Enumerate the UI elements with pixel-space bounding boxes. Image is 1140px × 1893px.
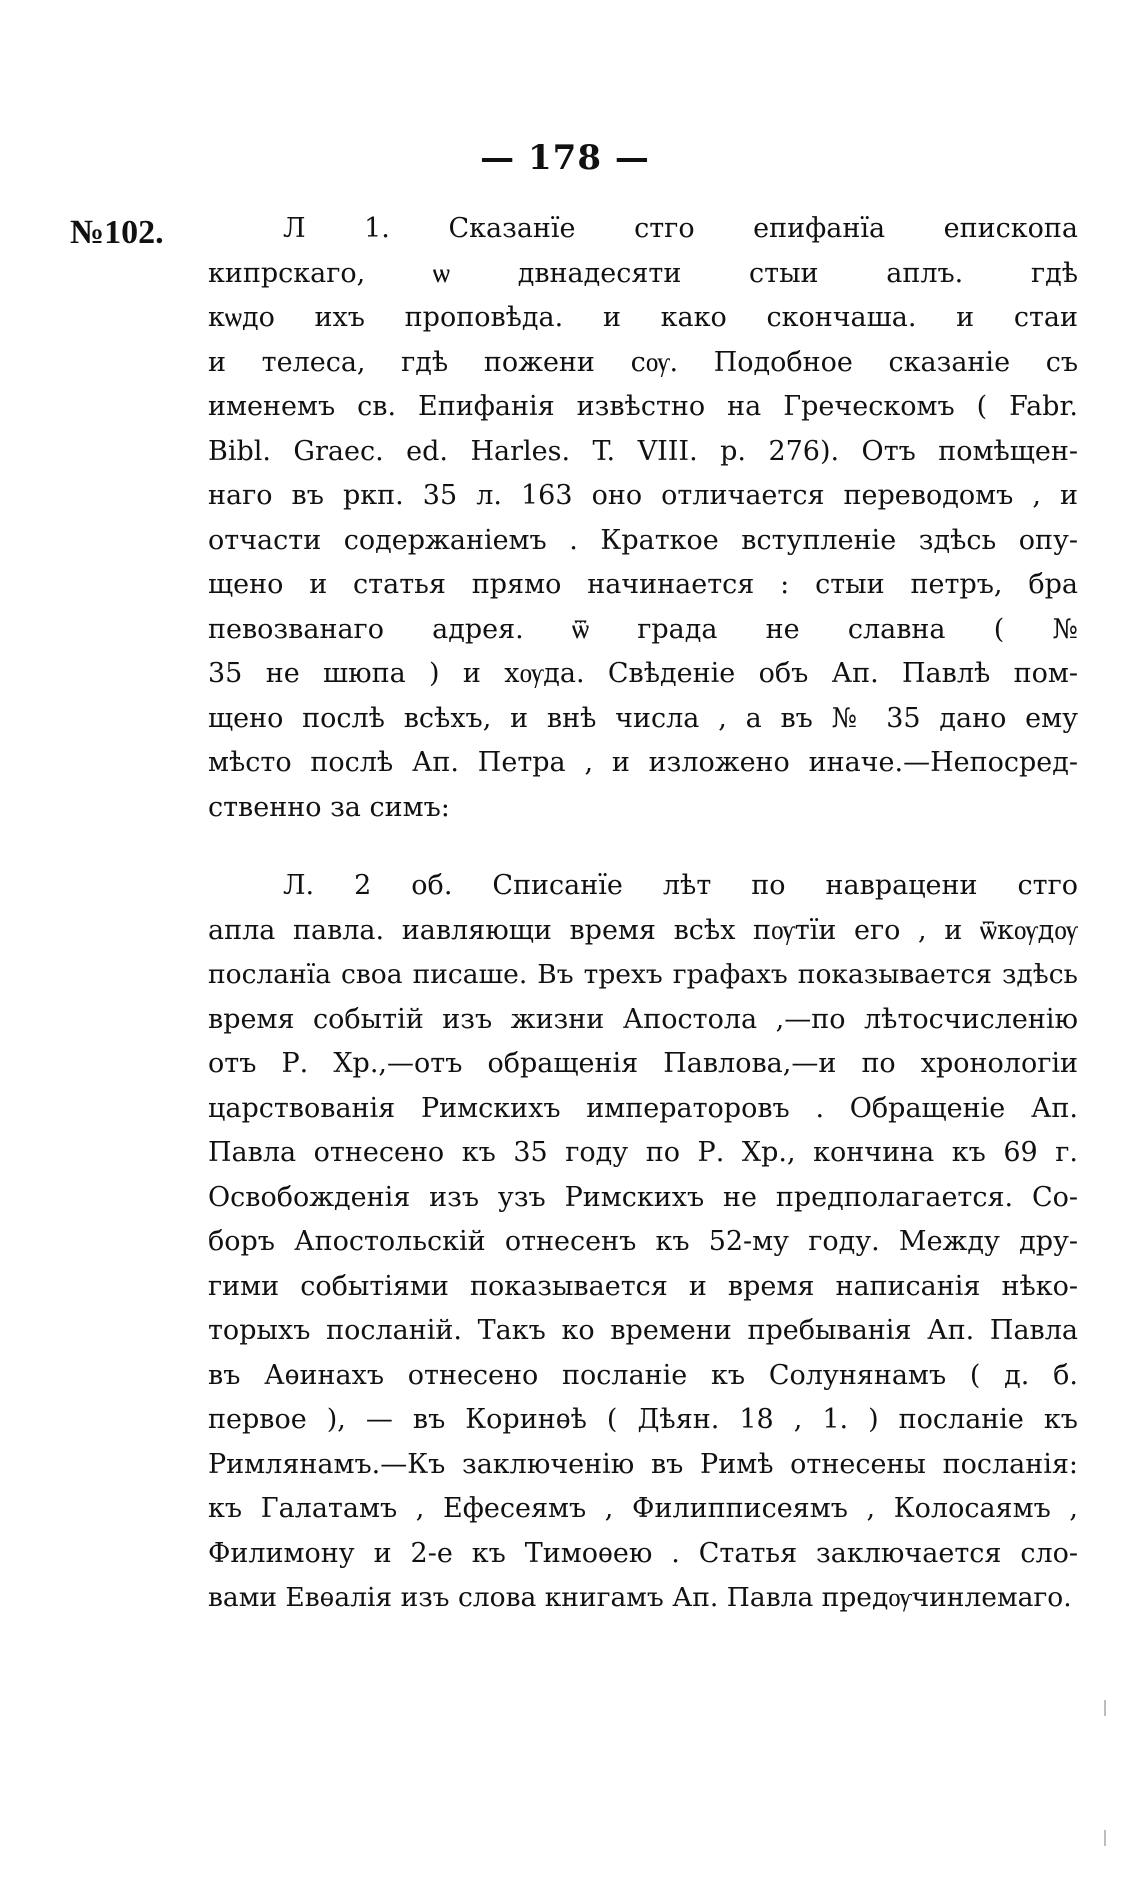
text-line: гими событіями показывается и время написанія нѣко- — [208, 1270, 1078, 1302]
text-line: и телеса, гдѣ пожени сѹ. Подобное сказаніе съ — [208, 346, 1078, 378]
text-line: Филимону и 2-е къ Тимоѳею . Статья заключается сло- — [208, 1537, 1078, 1569]
text-line: отъ Р. Хр.,—отъ обращенія Павлова,—и по хронологіи — [208, 1048, 1078, 1079]
text-line: 35 не шюпа ) и хѹда. Свѣденіе объ Ап. Павлѣ пом- — [208, 658, 1078, 689]
text-line: кѡдо ихъ проповѣда. и како скончаша. и стаи — [208, 302, 1078, 333]
text-line: щено послѣ всѣхъ, и внѣ числа , а въ № 35 дано ему — [208, 702, 1078, 734]
text-line: Bibl. Graec. ed. Harles. T. VIII. p. 276). Отъ помѣщен- — [208, 435, 1078, 467]
text-line: ственно за симъ: — [208, 791, 450, 823]
text-line: Павла отнесено къ 35 году по Р. Хр., кончина къ 69 г. — [208, 1137, 1078, 1168]
text-line: кипрскаго, ѡ двнадесяти стыи аплъ. гдѣ — [208, 257, 1078, 289]
text-line: вами Евѳалія изъ слова книгамъ Ап. Павла предѹчинлемаго. — [208, 1582, 1072, 1613]
entry-number: №102. — [70, 214, 164, 251]
text-line: царствованія Римскихъ императоровъ . Обращеніе Ап. — [208, 1092, 1078, 1124]
entry-description — [208, 207, 1078, 830]
text-line: мѣсто послѣ Ап. Петра , и изложено иначе.—Непосред- — [208, 747, 1078, 778]
page-number: — 178 — — [480, 138, 650, 178]
scan-mark — [1104, 1700, 1106, 1716]
text-line: въ Аѳинахъ отнесено посланіе къ Солунянамъ ( д. б. — [208, 1359, 1078, 1391]
text-line: время событій изъ жизни Апостола ,—по лѣтосчисленію — [208, 1003, 1078, 1035]
text-line: посланїа своа писаше. Въ трехъ графахъ показывается здѣсь — [208, 959, 1078, 990]
text-line: первое ), — въ Коринѳѣ ( Дѣян. 18 , 1. ) посланіе къ — [208, 1404, 1078, 1435]
text-line: Освобожденія изъ узъ Римскихъ не предполагается. Со- — [208, 1181, 1078, 1213]
text-line: торыхъ посланій. Такъ ко времени пребыванія Ап. Павла — [208, 1315, 1078, 1346]
text-line: щено и статья прямо начинается : стыи петръ, бра — [208, 569, 1078, 600]
text-line: къ Галатамъ , Ефесеямъ , Филипписеямъ , Колосаямъ , — [208, 1493, 1078, 1524]
section-description — [208, 864, 1078, 1621]
text-line: боръ Апостольскій отнесенъ къ 52-му году. Между дру- — [208, 1226, 1078, 1257]
scan-mark — [1104, 1830, 1106, 1846]
text-line: наго въ ркп. 35 л. 163 оно отличается переводомъ , и — [208, 480, 1078, 511]
text-line: отчасти содержаніемъ . Краткое вступленіе здѣсь опу- — [208, 524, 1078, 556]
text-line: Л. 2 об. Списанїе лѣт по наврацени стго — [283, 870, 1078, 901]
text-line: именемъ св. Епифанія извѣстно на Греческомъ ( Fabr. — [208, 391, 1078, 422]
text-line: апла павла. иавляющи время всѣх пѹтїи его , и ѿкѹдѹ — [208, 914, 1078, 946]
text-line: Л 1. Сказанїе стго епифанїа епископа — [283, 213, 1078, 244]
text-line: Римлянамъ.—Къ заключенію въ Римѣ отнесены посланія: — [208, 1448, 1078, 1480]
text-line: певозванаго адрея. ѿ града не славна ( № — [208, 613, 1078, 645]
